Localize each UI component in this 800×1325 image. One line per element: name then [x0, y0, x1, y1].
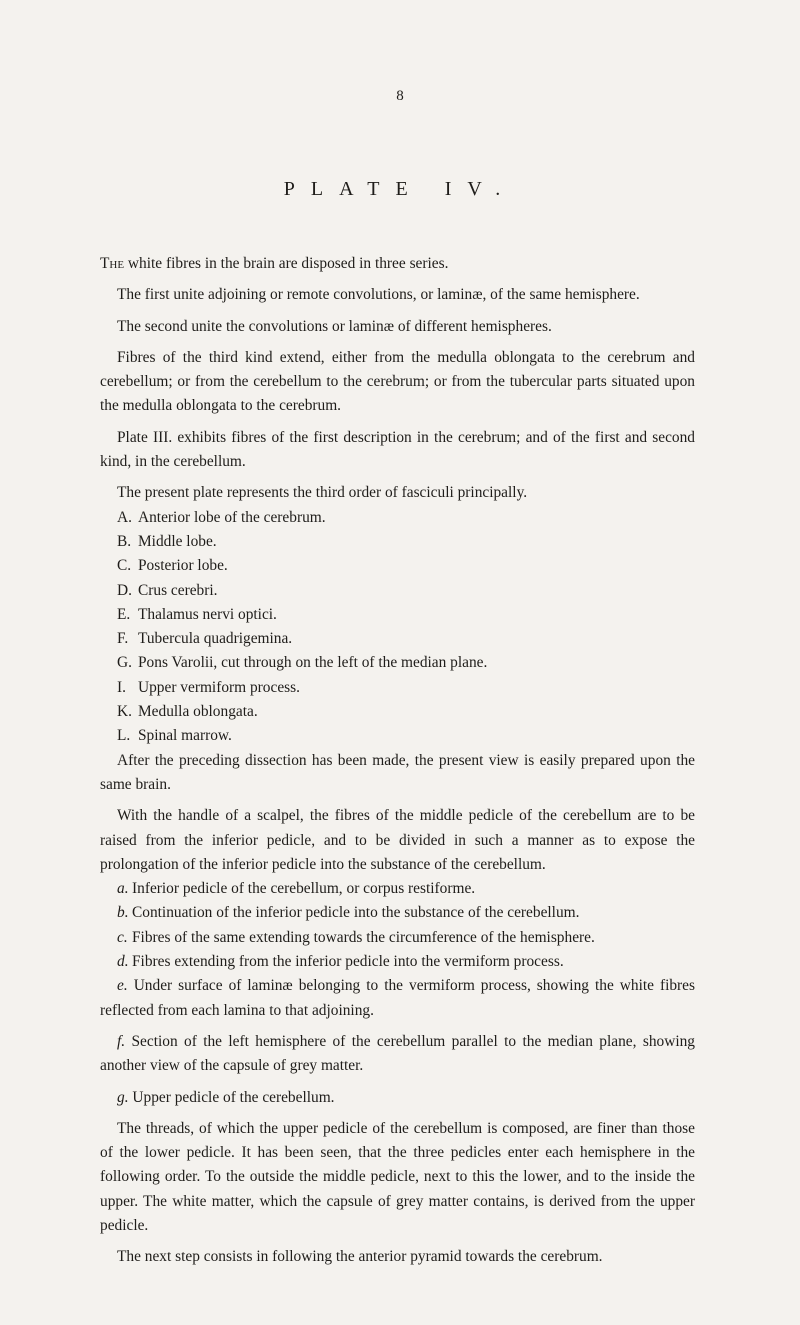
legend-f-text: Section of the left hemisphere of the cerebellum parallel to the median plane, showing another view of the capsule of grey matter. — [100, 1032, 695, 1075]
legend-text: Tubercula quadrigemina. — [138, 630, 293, 648]
legend-lower-label: c. — [117, 928, 128, 946]
legend-label: G. — [117, 654, 132, 672]
legend-label: K. — [117, 703, 132, 721]
legend-f-label: f. — [117, 1032, 126, 1050]
legend-item — [117, 506, 695, 530]
legend-g-label: g. — [117, 1088, 129, 1106]
legend-text: Upper vermiform process. — [138, 678, 300, 696]
legend-text: Crus cerebri. — [138, 581, 218, 599]
legend-lower-text: Inferior pedicle of the cerebellum, or corpus restiforme. — [132, 880, 476, 898]
legend-text: Pons Varolii, cut through on the left of the median plane. — [138, 654, 488, 672]
legend-lower-text: Fibres of the same extending towards the circumference of the hemisphere. — [132, 928, 595, 946]
page-number: 8 — [396, 88, 404, 104]
legend-label: D. — [117, 581, 132, 599]
legend-label: L. — [117, 727, 131, 745]
legend-item-f — [100, 1030, 695, 1079]
legend-text: Middle lobe. — [138, 532, 217, 550]
legend-item — [117, 579, 695, 603]
legend-lower-item — [117, 950, 695, 974]
legend-item — [117, 554, 695, 578]
plate-title: PLATE IV. — [283, 178, 517, 200]
intro-paragraph — [100, 252, 695, 276]
legend-e-label: e. — [117, 977, 128, 995]
legend-lower-item — [117, 901, 695, 925]
paragraph-third-kind: Fibres of the third kind extend, either from the medulla oblongata to the cerebrum and cerebellum; or from the cerebellum to the cerebrum; or from the tubercular parts situated upon the medulla oblongata to the cerebrum. — [100, 348, 695, 415]
legend-item — [117, 700, 695, 724]
legend-item — [117, 651, 695, 675]
legend-lower-item — [117, 877, 695, 901]
body-text — [100, 252, 695, 1270]
intro-rest: white fibres in the brain are disposed in three series. — [124, 255, 449, 272]
legend-lower-text: Fibres extending from the inferior pedicle into the vermiform process. — [132, 953, 564, 971]
legend-text: Posterior lobe. — [138, 557, 228, 575]
intro-lead: The — [100, 255, 125, 272]
legend-item-e — [100, 974, 695, 1023]
paragraph-present-plate: The present plate represents the third order of fasciculi principally. — [117, 484, 528, 502]
legend-e-text: Under surface of laminæ belonging to the vermiform process, showing the white fibres reflected from each lamina to that adjoining. — [100, 977, 695, 1019]
legend-lower-list — [100, 877, 695, 974]
legend-item-g — [100, 1086, 695, 1110]
legend-text: Medulla oblongata. — [138, 703, 258, 721]
legend-text: Spinal marrow. — [138, 727, 232, 745]
paragraph-second-unite: The second unite the convolutions or laminæ of different hemispheres. — [117, 317, 552, 335]
legend-item — [117, 676, 695, 700]
legend-list — [100, 506, 695, 749]
legend-item — [117, 627, 695, 651]
legend-item — [117, 724, 695, 748]
legend-lower-label: d. — [117, 953, 129, 971]
paragraph-plate-iii: Plate III. exhibits fibres of the first description in the cerebrum; and of the first and second kind, in the cerebellum. — [100, 428, 695, 471]
legend-lower-text: Continuation of the inferior pedicle into the substance of the cerebellum. — [132, 904, 580, 922]
paragraph-threads: The threads, of which the upper pedicle of the cerebellum is composed, are finer than those of the lower pedicle. It has been seen, that the three pedicles enter each hemisphere in the following order. To the outside the middle pedicle, next to this the lower, and to the inside the upper. The white matter, which the capsule of grey matter contains, is derived from the upper pedicle. — [100, 1119, 695, 1234]
legend-text: Anterior lobe of the cerebrum. — [138, 508, 326, 526]
legend-text: Thalamus nervi optici. — [138, 605, 277, 623]
legend-label: A. — [117, 508, 132, 526]
legend-lower-label: a. — [117, 880, 129, 898]
paragraph-after-dissection: After the preceding dissection has been made, the present view is easily prepared upon the same brain. — [100, 751, 695, 793]
paragraph-next-step: The next step consists in following the anterior pyramid towards the cerebrum. — [117, 1248, 603, 1266]
legend-label: C. — [117, 557, 132, 575]
legend-label: I. — [117, 678, 126, 696]
paragraph-scalpel: With the handle of a scalpel, the fibres of the middle pedicle of the cerebellum are to be raised from the inferior pedicle, and to be divided in such a manner as to expose the prolongation of the inferior pedicle into the substance of the cerebellum. — [100, 807, 695, 873]
legend-lower-item — [117, 926, 695, 950]
legend-g-text: Upper pedicle of the cerebellum. — [132, 1088, 335, 1106]
legend-label: F. — [117, 630, 129, 648]
legend-label: B. — [117, 532, 132, 550]
legend-lower-label: b. — [117, 904, 129, 922]
legend-item — [117, 530, 695, 554]
legend-label: E. — [117, 605, 131, 623]
paragraph-first-unite: The first unite adjoining or remote convolutions, or laminæ, of the same hemisphere. — [117, 286, 640, 304]
legend-item — [117, 603, 695, 627]
